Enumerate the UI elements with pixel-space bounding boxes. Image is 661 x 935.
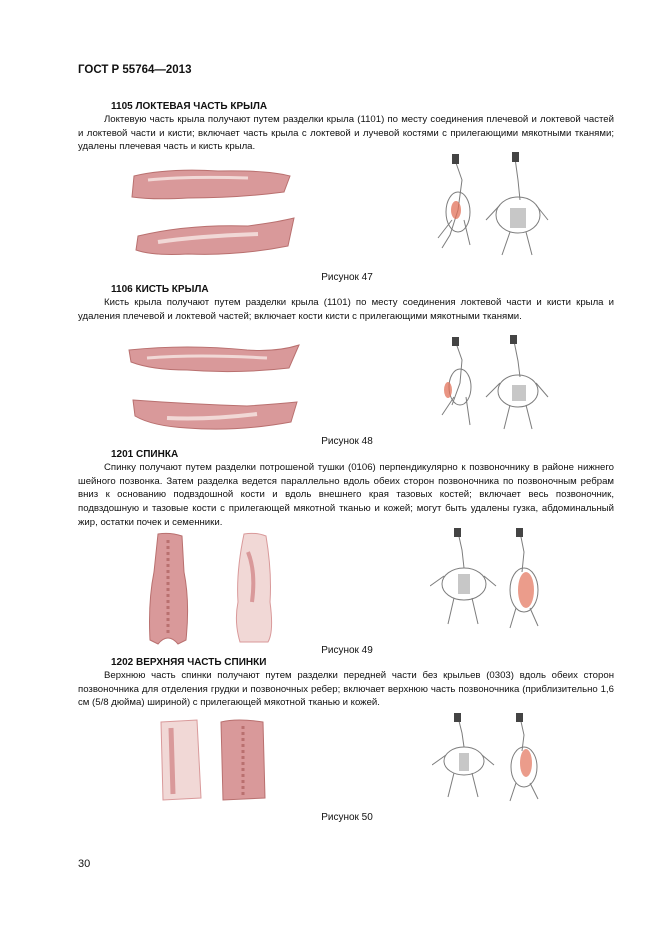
section-title: 1105 ЛОКТЕВАЯ ЧАСТЬ КРЫЛА	[111, 101, 268, 112]
figure-50-skeleton-diagram	[432, 713, 547, 803]
section-text: Кисть крыла получают путем разделки крыла (1101) по месту соединения локтевой части и кисти крыла и удаления плечевой и локтевой частей; включает кости кисти с прилегающими мякотными тканями.	[78, 297, 614, 322]
figure-48-skeleton-diagram	[434, 335, 549, 435]
section-text: Верхнюю часть спинки получают путем разделки передней части без крыльев (0303) вдоль обеих сторон позвоночника для отделения грудки и позвоночных ребер; включает верхнюю часть позвоночника (приблизительно 1,6 см (5/8 дюйма) шириной) с прилегающей мякотной тканью и кожей.	[78, 670, 614, 709]
section-title: 1106 КИСТЬ КРЫЛА	[111, 284, 209, 295]
figure-47-caption: Рисунок 47	[321, 272, 373, 283]
section-1202	[78, 657, 614, 710]
section-1201	[78, 449, 614, 530]
section-text: Локтевую часть крыла получают путем разделки крыла (1101) по месту соединения плечевой и локтевой частей и локтевой части и кисти; включает часть крыла с локтевой и лучевой костями с прилегающими мякотными тканями; удалены плечевая часть и кисть крыла.	[78, 114, 614, 153]
figure-48-caption: Рисунок 48	[321, 436, 373, 447]
document-header: ГОСТ Р 55764—2013	[78, 64, 192, 76]
figure-50-caption: Рисунок 50	[321, 812, 373, 823]
section-title: 1202 ВЕРХНЯЯ ЧАСТЬ СПИНКИ	[111, 657, 267, 668]
section-title: 1201 СПИНКА	[111, 449, 179, 460]
section-1105	[78, 101, 614, 154]
figure-49-caption: Рисунок 49	[321, 645, 373, 656]
section-1106	[78, 284, 614, 323]
page-number: 30	[78, 858, 91, 870]
figure-48-meat-photo	[127, 340, 302, 440]
figure-49-skeleton-diagram	[430, 528, 550, 633]
figure-47-skeleton-diagram	[430, 150, 550, 265]
figure-49-meat-photo	[144, 532, 284, 647]
section-text: Спинку получают путем разделки потрошеной тушки (0106) перпендикулярно к позвоночнику в районе нижнего шейного позвонка. Затем разделка ведется параллельно вдоль обеих сторон позвоночника по позвоночным ребрам вниз к основанию подвздошной кости и вдоль внешнего края тазовых костей; включает весь позвоночник, подвздошную и тазовые кости с прилегающей мякотной тканью и кожей; могут быть удалены гузка, абдоминальный жир, остатки почек и семенники.	[78, 462, 614, 528]
figure-47-meat-photo	[128, 164, 298, 264]
figure-50-meat-photo	[157, 718, 277, 803]
